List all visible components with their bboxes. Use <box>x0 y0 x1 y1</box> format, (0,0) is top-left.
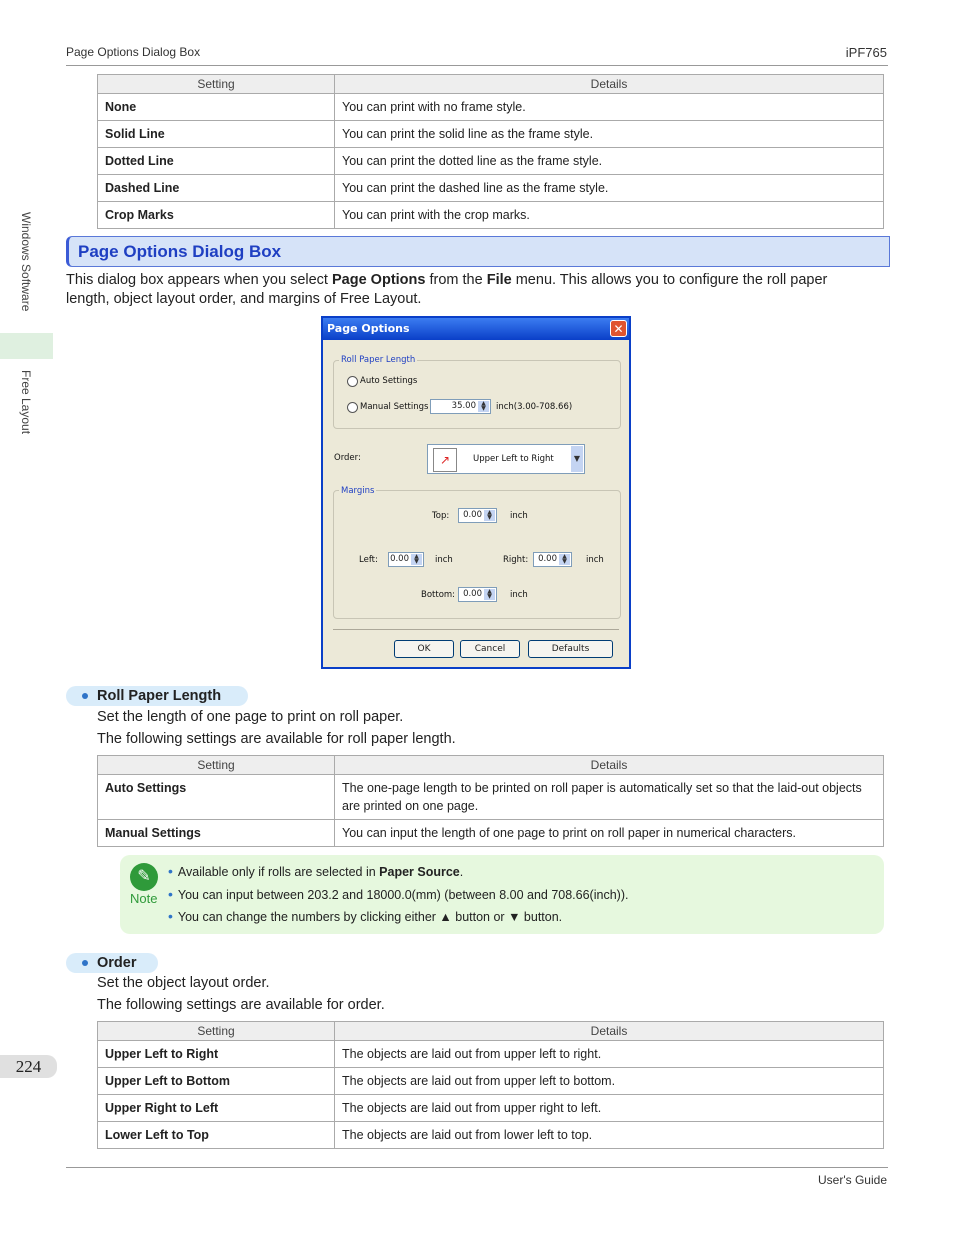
updown-arrows-icon[interactable]: ▲ ▼ <box>484 589 495 600</box>
table-row <box>98 775 884 820</box>
subheading-text: Order <box>97 955 137 971</box>
roll-description: Set the length of one page to print on roll paper. <box>97 709 404 725</box>
header-rule <box>66 65 888 66</box>
details-cell: The objects are laid out from lower left to top. <box>335 1122 884 1149</box>
order-heading <box>66 953 158 973</box>
side-tab-free-layout[interactable]: Free Layout <box>19 370 33 435</box>
defaults-button[interactable]: Defaults <box>528 640 613 658</box>
auto-settings-label: Auto Settings <box>360 376 418 386</box>
note-label: Note <box>130 891 158 906</box>
table-row <box>98 148 884 175</box>
margins-group-label: Margins <box>341 486 375 496</box>
table-header: Details <box>335 75 884 94</box>
running-header-title: Page Options Dialog Box <box>66 45 201 59</box>
chevron-down-icon[interactable]: ▼ <box>571 446 583 472</box>
details-cell: You can print the dotted line as the frame style. <box>335 148 884 175</box>
roll-paper-length-heading <box>66 686 248 706</box>
dialog-titlebar <box>323 318 629 340</box>
details-cell: You can print with the crop marks. <box>335 202 884 229</box>
auto-settings-radio[interactable] <box>347 376 358 387</box>
note-item <box>168 863 463 879</box>
intro-paragraph <box>66 271 896 309</box>
side-tab-marker <box>0 333 53 359</box>
order-label: Order: <box>334 453 361 463</box>
close-icon[interactable]: ✕ <box>610 320 627 337</box>
setting-cell: Manual Settings <box>98 820 335 847</box>
blue-dot-icon <box>82 693 88 699</box>
manual-length-stepper[interactable] <box>430 399 491 414</box>
ok-button[interactable]: OK <box>394 640 454 658</box>
table-row <box>98 1095 884 1122</box>
note-text: Available only if rolls are selected in <box>177 865 380 879</box>
page-number: 224 <box>0 1055 57 1078</box>
details-cell: The objects are laid out from upper left to right. <box>335 1041 884 1068</box>
table-header: Details <box>335 756 884 775</box>
table-row <box>98 1041 884 1068</box>
intro-text: from the <box>425 272 487 288</box>
unit-label: inch <box>510 511 528 521</box>
table-row <box>98 1122 884 1149</box>
intro-text: menu. This allows you to configure the roll paper <box>511 272 828 288</box>
layout-order-icon: ↗ <box>433 448 457 472</box>
manual-settings-radio[interactable] <box>347 402 358 413</box>
manual-range-label: inch(3.00-708.66) <box>496 402 573 412</box>
unit-label: inch <box>435 555 453 565</box>
blue-dot-icon: • <box>168 886 173 902</box>
setting-cell: Lower Left to Top <box>98 1122 335 1149</box>
left-margin-stepper[interactable] <box>388 552 424 567</box>
details-cell: The one-page length to be printed on roll paper is automatically set so that the laid-out objects are printed on one page. <box>335 775 884 820</box>
roll-settings-intro: The following settings are available for roll paper length. <box>97 731 456 747</box>
order-settings-intro: The following settings are available for order. <box>97 997 385 1013</box>
setting-cell: Upper Left to Bottom <box>98 1068 335 1095</box>
setting-cell: Solid Line <box>98 121 335 148</box>
dialog-separator <box>333 629 619 630</box>
right-margin-stepper[interactable] <box>533 552 572 567</box>
unit-label: inch <box>510 590 528 600</box>
table-row <box>98 820 884 847</box>
details-cell: The objects are laid out from upper left to bottom. <box>335 1068 884 1095</box>
details-cell: You can print the dashed line as the frame style. <box>335 175 884 202</box>
setting-cell: Upper Left to Right <box>98 1041 335 1068</box>
stepper-value: 0.00 <box>463 510 482 520</box>
table-row <box>98 202 884 229</box>
intro-text: length, object layout order, and margins of Free Layout. <box>66 291 422 307</box>
stepper-value: 0.00 <box>390 554 409 564</box>
bottom-margin-label: Bottom: <box>421 590 456 600</box>
manual-settings-label: Manual Settings <box>360 402 429 412</box>
intro-bold-page-options: Page Options <box>332 272 426 288</box>
note-box <box>120 855 884 934</box>
blue-dot-icon: • <box>168 863 173 879</box>
table-row <box>98 1068 884 1095</box>
note-text: You can input between 203.2 and 18000.0(mm) (between 8.00 and 708.66(inch)). <box>177 888 629 902</box>
setting-cell: Dotted Line <box>98 148 335 175</box>
top-margin-stepper[interactable] <box>458 508 497 523</box>
stepper-value: 0.00 <box>538 554 557 564</box>
order-table <box>97 1021 884 1149</box>
note-bold-paper-source: Paper Source <box>379 865 460 879</box>
page-options-dialog <box>321 316 631 669</box>
order-description: Set the object layout order. <box>97 975 270 991</box>
order-selected-value: Upper Left to Right <box>473 454 554 464</box>
table-header: Setting <box>98 75 335 94</box>
cancel-button[interactable]: Cancel <box>460 640 520 658</box>
note-text: You can change the numbers by clicking either ▲ button or ▼ button. <box>177 910 563 924</box>
updown-arrows-icon[interactable]: ▲ ▼ <box>559 554 570 565</box>
note-text: . <box>459 865 464 879</box>
table-header: Setting <box>98 1022 335 1041</box>
intro-bold-file: File <box>486 272 512 288</box>
note-item <box>168 886 628 902</box>
stepper-value: 35.00 <box>451 401 476 411</box>
setting-cell: Crop Marks <box>98 202 335 229</box>
details-cell: You can input the length of one page to print on roll paper in numerical characters. <box>335 820 884 847</box>
setting-cell: None <box>98 94 335 121</box>
order-dropdown[interactable] <box>427 444 585 474</box>
table-header: Details <box>335 1022 884 1041</box>
details-cell: The objects are laid out from upper right to left. <box>335 1095 884 1122</box>
updown-arrows-icon[interactable]: ▲ ▼ <box>484 510 495 521</box>
table-row <box>98 121 884 148</box>
details-cell: You can print with no frame style. <box>335 94 884 121</box>
table-row <box>98 175 884 202</box>
top-margin-label: Top: <box>432 511 450 521</box>
intro-text: This dialog box appears when you select <box>66 272 332 288</box>
section-heading <box>66 236 890 267</box>
left-margin-label: Left: <box>359 555 378 565</box>
bottom-margin-stepper[interactable] <box>458 587 497 602</box>
unit-label: inch <box>586 555 604 565</box>
dialog-title: Page Options <box>327 322 410 335</box>
frame-style-table <box>97 74 884 229</box>
updown-arrows-icon[interactable]: ▲ ▼ <box>411 554 422 565</box>
blue-dot-icon: • <box>168 908 173 924</box>
side-tab-windows-software[interactable]: Windows Software <box>19 212 33 312</box>
setting-cell: Auto Settings <box>98 775 335 820</box>
running-header-model: iPF765 <box>845 45 887 60</box>
updown-arrows-icon[interactable]: ▲ ▼ <box>478 401 489 412</box>
setting-cell: Upper Right to Left <box>98 1095 335 1122</box>
running-footer: User's Guide <box>818 1173 887 1187</box>
setting-cell: Dashed Line <box>98 175 335 202</box>
table-row <box>98 94 884 121</box>
roll-paper-length-table <box>97 755 884 847</box>
pencil-note-icon: ✎ <box>130 863 158 891</box>
blue-dot-icon <box>82 960 88 966</box>
subheading-text: Roll Paper Length <box>97 688 222 704</box>
note-item <box>168 908 562 924</box>
stepper-value: 0.00 <box>463 589 482 599</box>
section-title: Page Options Dialog Box <box>78 242 282 261</box>
footer-rule <box>66 1167 888 1168</box>
roll-paper-length-group <box>333 360 621 429</box>
details-cell: You can print the solid line as the frame style. <box>335 121 884 148</box>
roll-paper-length-group-label: Roll Paper Length <box>341 355 416 365</box>
table-header: Setting <box>98 756 335 775</box>
right-margin-label: Right: <box>503 555 529 565</box>
